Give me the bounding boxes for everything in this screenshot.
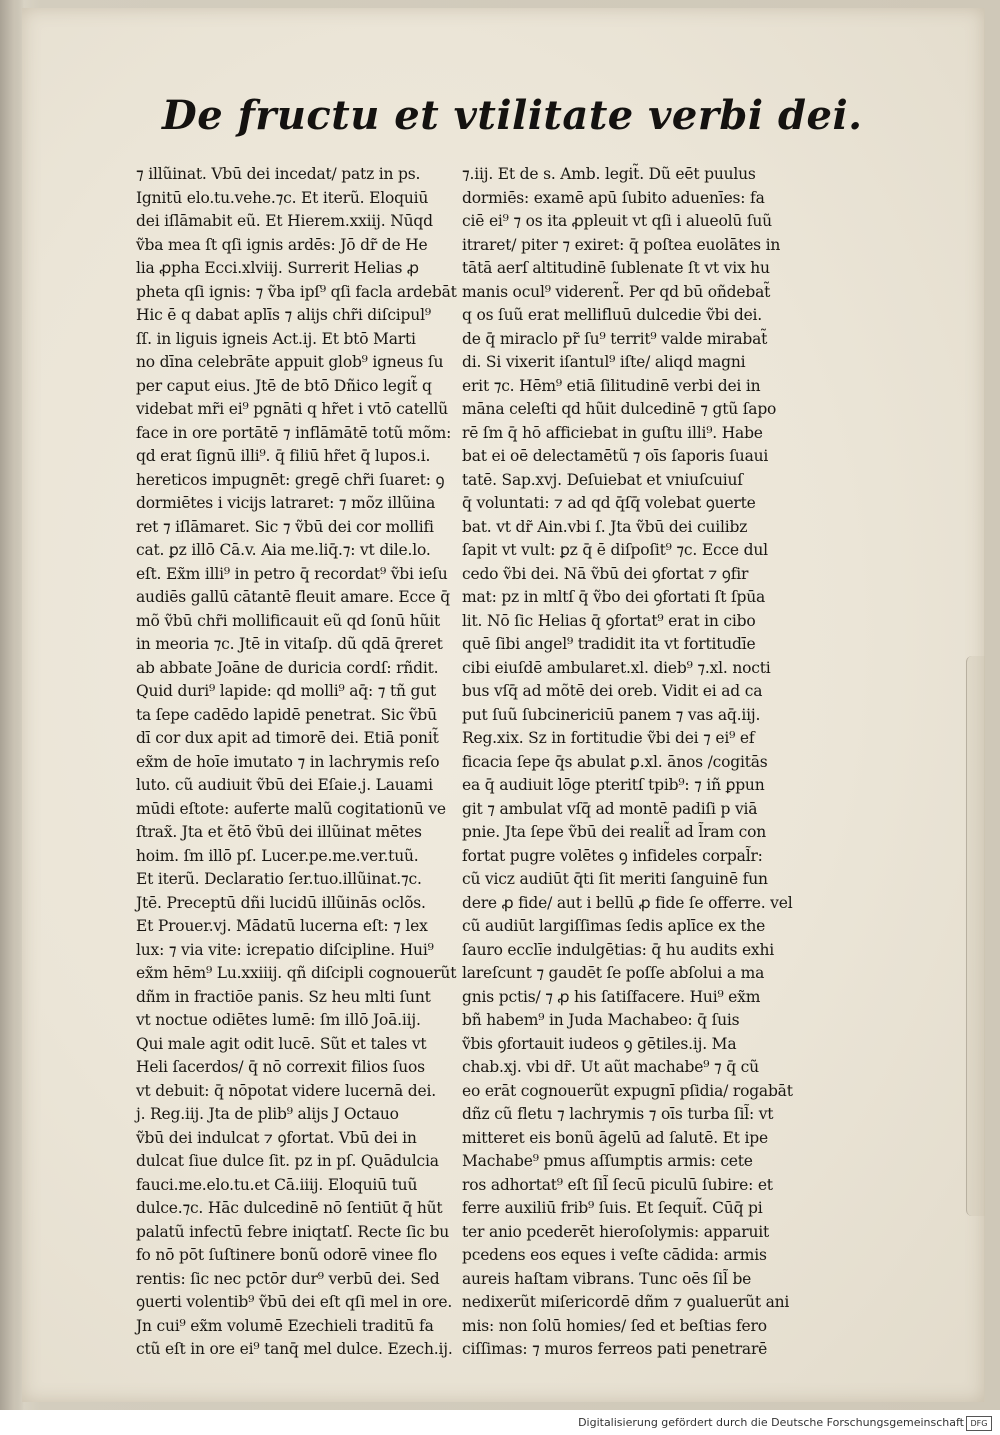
text-line: eo erāt cognouerũt expugnī pſidia/ rogabāt <box>462 1081 793 1100</box>
text-line: dulcat ſiue dulce ſit. pz in pſ. Quādulcia <box>136 1152 439 1170</box>
text-line: videbat mr̃i ei⁹ pgnāti q hr̃et i vtō catellũ <box>136 400 448 418</box>
text-line: ṽbis ꝯfortauit iudeos ꝯ gētiles.ij. Ma <box>462 1034 737 1053</box>
text-line: ⁊.iij. Et de s. Amb. legit̃. Dũ eēt puulus <box>462 165 756 183</box>
text-line: rentis: ſic nec pctōr dur⁹ verbū dei. Sed <box>136 1269 440 1288</box>
text-line: audiēs gallū cātantē fleuit amare. Ecce q̄ <box>136 588 450 606</box>
page-edge-fold <box>966 656 985 1216</box>
text-line: Ignitū elo.tu.vehe.⁊c. Et iterũ. Eloquiū <box>136 188 429 207</box>
text-line: manis ocul⁹ viderent̃. Per qd bū oñdebat̃ <box>462 282 771 301</box>
text-line: cedo ṽbi dei. Nā ṽbū dei ꝯfortat ⁊ ꝯfir <box>462 564 749 583</box>
footer-bar <box>0 1410 1000 1435</box>
text-line: ea q̄ audiuit lōge pteritſ tpib⁹: ⁊ iñ ꝑpun <box>462 776 765 794</box>
text-line: itraret/ piter ⁊ exiret: q̄ poſtea euolātes in <box>462 235 781 254</box>
text-line: no dīna celebrāte appuit glob⁹ igneus ſu <box>136 353 444 371</box>
text-line: hoim. ſm illō pſ. Lucer.pe.me.ver.tuũ. <box>136 846 419 865</box>
text-line: fortat pugre volētes ꝯ infideles corpal̃r: <box>462 846 763 865</box>
text-line: ſapit vt vult: ꝑz q̄ ē diſpoſit⁹ ⁊c. Ecce dul <box>462 541 768 559</box>
text-line: aureis haſtam vibrans. Tunc oēs ſil̃ be <box>462 1269 752 1288</box>
text-line: vt debuit: q̄ nōpotat videre lucernā dei. <box>136 1081 436 1100</box>
text-line: lux: ⁊ via vite: icrepatio diſcipline. Hui⁹ <box>136 940 434 959</box>
text-line: ciſſimas: ⁊ muros ferreos pati penetrarē <box>462 1340 768 1358</box>
text-line: di. Si vixerit iſantul⁹ iſte/ aliqd magni <box>462 353 746 371</box>
text-line: luto. cũ audiuit ṽbū dei Eſaie.j. Lauami <box>136 776 433 794</box>
text-line: mat: pz in mltſ q̄ ṽbo dei ꝯfortati ſt ſpūa <box>462 588 766 606</box>
text-line: bñ habem⁹ in Juda Machabeo: q̄ ſuis <box>462 1011 740 1029</box>
text-line: q̄ voluntati: ⁊ ad qd q̄ſq̄ volebat ꝯuerte <box>462 494 756 512</box>
text-line: Jn cui⁹ ex̃m volumē Ezechieli traditū fa <box>136 1316 434 1335</box>
text-line: cat. ꝑz illō Cā.v. Aia me.liq̄.⁊: vt dile.lo. <box>136 541 431 559</box>
text-line: lit. Nō ſic Helias q̄ ꝯfortat⁹ erat in cibo <box>462 611 756 630</box>
text-line: hereticos impugnēt: gregē chr̃i ſuaret: ꝯ <box>136 470 445 489</box>
text-line: per caput eius. Jtē de btō Dñico legit̃ q <box>136 376 432 395</box>
text-line: put ſuũ ſubcinericiū panem ⁊ vas aq̄.iij. <box>462 705 761 724</box>
text-line: erit ⁊c. Hēm⁹ etiā ſilitudinē verbi dei in <box>462 376 761 395</box>
text-line: Hic ē q dabat aplīs ⁊ alijs chr̃i diſcipul⁹ <box>136 306 431 324</box>
text-line: ſtrax̃. Jta et ẽtō ṽbū dei illũinat mētes <box>136 823 422 841</box>
text-line: ctũ eſt in ore ei⁹ tanq̄ mel dulce. Ezech.ij. <box>136 1340 453 1358</box>
funding-credit: Digitalisierung gefördert durch die Deutsche Forschungsgemeinschaft <box>578 1416 964 1429</box>
text-line: ret ⁊ iſlāmaret. Sic ⁊ ṽbū dei cor mollifi <box>136 517 434 536</box>
text-line: mõ ṽbū chr̃i mollificauit eũ qd ſonū hũit <box>136 611 441 630</box>
text-line: dñz cũ fletu ⁊ lachrymis ⁊ oīs turba ſil̃: vt <box>462 1105 774 1123</box>
text-line: ⁊ illũinat. Vbū dei incedat/ patz in ps. <box>136 165 421 183</box>
text-line: dormiēs: examē apū ſubito aduenīes: fa <box>462 188 765 207</box>
text-line: palatũ infectū febre iniqtatſ. Recte ſic bu <box>136 1222 450 1241</box>
text-line: ter anio pcederēt hieroſolymis: apparuit <box>462 1222 770 1241</box>
text-column-right <box>462 163 794 1362</box>
text-line: Reg.xix. Sz in fortitudie ṽbi dei ⁊ ei⁹ ef <box>462 729 755 747</box>
text-line: ſauro ecclīe indulgētias: q̄ hu audits exhi <box>462 940 775 959</box>
text-line: Et iterũ. Declaratio ſer.tuo.illũinat.⁊c. <box>136 870 422 888</box>
text-line: face in ore portātē ⁊ inflāmātē totũ mõm: <box>136 423 452 442</box>
text-line: bat. vt dr̃ Ain.vbi ſ. Jta ṽbū dei cuilibz <box>462 517 748 536</box>
text-line: nedixerũt miſericordē dñm ⁊ ꝯualuerũt ani <box>462 1293 790 1311</box>
text-line: ex̃m de hoīe imutato ⁊ in lachrymis reſo <box>136 752 440 771</box>
text-line: pcedens eos eques i veſte cādida: armis <box>462 1246 767 1264</box>
running-head: De fructu et vtilitate verbi dei. <box>162 92 863 139</box>
text-line: quē ſibi angel⁹ tradidit ita vt fortitudīe <box>462 635 756 653</box>
text-line: fo nō pōt ſuſtinere bonũ odorē vinee flo <box>136 1246 438 1264</box>
text-line: ṽba mea ſt qſi ignis ardēs: Jō dr̃ de He <box>136 235 428 254</box>
text-line: mis: non ſolū homies/ ſed et beſtias fero <box>462 1316 767 1335</box>
text-line: git ⁊ ambulat vſq̄ ad montē padiſi p viā <box>462 799 758 818</box>
dfg-logo <box>966 1416 992 1431</box>
text-line: tātā aerſ altitudinē ſublenate ſt vt vix hu <box>462 259 770 277</box>
text-line: de q̄ miraclo pr̃ ſu⁹ territ⁹ valde mirabat̃ <box>462 329 768 348</box>
text-line: eſt. Ex̃m illi⁹ in petro q̄ recordat⁹ ṽbi ieſu <box>136 564 448 583</box>
text-line: fauci.me.elo.tu.et Cā.iiij. Eloquiū tuũ <box>136 1175 418 1194</box>
text-line: ṽbū dei indulcat ⁊ ꝯfortat. Vbū dei in <box>136 1128 417 1147</box>
text-line: Qui male agit odit lucē. Sũt et tales vt <box>136 1034 427 1053</box>
dfg-logo-text: DFG <box>970 1419 988 1428</box>
text-line: dñm in fractiōe panis. Sz heu mlti ſunt <box>136 987 431 1006</box>
text-line: māna celeſti qd hũit dulcedinē ⁊ gtũ ſapo <box>462 400 777 418</box>
text-line: pnie. Jta ſepe ṽbū dei realit̃ ad l̃ram con <box>462 823 767 841</box>
text-line: j. Reg.iij. Jta de plib⁹ alijs J Octauo <box>136 1105 399 1123</box>
text-line: mūdi eſtote: auferte malũ cogitationū ve <box>136 799 446 818</box>
text-line: in meoria ⁊c. Jtē in vitaſp. dũ qdā q̄reret <box>136 635 443 653</box>
text-line: ros adhortat⁹ eſt ſil̃ ſecū piculū ſubire: et <box>462 1175 773 1194</box>
text-line: pheta qſi ignis: ⁊ ṽba ipſ⁹ qſi facla ardebāt <box>136 282 457 301</box>
text-line: q os ſuũ erat mellifluū dulcedie ṽbi dei. <box>462 306 763 324</box>
text-line: rē ſm q̄ hō afficiebat in guſtu illi⁹. Habe <box>462 423 763 442</box>
text-line: dere ꝓ fide/ aut i bellū ꝓ fide ſe offerre. vel <box>462 893 793 912</box>
text-line: dulce.⁊c. Hāc dulcedinē nō ſentiūt q̄ hũt <box>136 1199 443 1217</box>
text-line: cũ vicz audiūt q̄ti ſit meriti ſanguinē fun <box>462 870 768 888</box>
text-line: Machabe⁹ pmus aſſumptis armis: cete <box>462 1152 753 1170</box>
text-line: mitteret eis bonũ āgelū ad ſalutē. Et ipe <box>462 1128 768 1147</box>
text-line: dī cor dux apit ad timorē dei. Etiā ponit̃ <box>136 729 439 747</box>
text-line: cibi eiuſdē ambularet.xl. dieb⁹ ⁊.xl. nocti <box>462 658 771 677</box>
text-line: ferre auxiliū frib⁹ ſuis. Et ſequit̃. Cūq̄ pi <box>462 1199 763 1217</box>
text-line: Heli ſacerdos/ q̄ nō correxit filios ſuos <box>136 1058 425 1076</box>
text-line: ex̃m hēm⁹ Lu.xxiiij. qñ diſcipli cognouerũt <box>136 964 457 982</box>
text-line: dei iſlāmabit eũ. Et Hierem.xxiij. Nūqd <box>136 212 433 230</box>
text-line: gnis pctis/ ⁊ ꝓ his ſatiſfacere. Hui⁹ ex̃m <box>462 987 761 1006</box>
text-line: cũ audiūt largiſſimas ſedis aplīce ex the <box>462 917 766 935</box>
text-line: ꝯuerti volentib⁹ ṽbū dei eſt qſi mel in ore. <box>136 1293 453 1311</box>
text-line: bus vſq̄ ad mõtē dei oreb. Vidit ei ad ca <box>462 682 763 700</box>
text-line: vt noctue odiētes lumē: ſm illō Joā.iij. <box>136 1011 421 1029</box>
text-line: lia ꝓpha Ecci.xlviij. Surrerit Helias ꝓ <box>136 259 419 277</box>
text-line: ta ſepe cadēdo lapidē penetrat. Sic ṽbū <box>136 705 437 724</box>
text-line: Et Prouer.vj. Mādatū lucerna eſt: ⁊ lex <box>136 917 428 935</box>
text-line: bat ei oē delectamētũ ⁊ oīs ſaporis ſuaui <box>462 447 769 465</box>
text-line: ciē ei⁹ ⁊ os ita ꝓpleuit vt qſi i alueolū ſuũ <box>462 212 772 230</box>
text-line: ficacia ſepe q̄s abulat ꝑ.xl. ānos /cogitās <box>462 752 768 771</box>
text-line: tatē. Sap.xvj. Deſuiebat et vniuſcuiuſ <box>462 470 743 489</box>
text-line: chab.xj. vbi dr̃. Ut aũt machabe⁹ ⁊ q̄ cũ <box>462 1058 759 1076</box>
text-line: ab abbate Joāne de duricia cordſ: rñdit. <box>136 658 439 677</box>
text-line: Quid duri⁹ lapide: qd molli⁹ aq̄: ⁊ tñ gut <box>136 682 437 700</box>
text-line: ſſ. in liguis igneis Act.ij. Et btō Marti <box>136 329 416 348</box>
text-line: qd erat ſignū illi⁹. q̄ filiū hr̃et q̄ lupos.i. <box>136 447 431 465</box>
text-line: Jtē. Preceptū dñi lucidū illũinās oclõs. <box>136 893 426 912</box>
binding-gutter <box>0 0 24 1410</box>
text-line: lareſcunt ⁊ gaudēt ſe poſſe abſolui a ma <box>462 964 765 982</box>
text-column-left <box>136 163 468 1362</box>
text-line: dormiētes i vicijs latraret: ⁊ mõz illũina <box>136 494 436 512</box>
